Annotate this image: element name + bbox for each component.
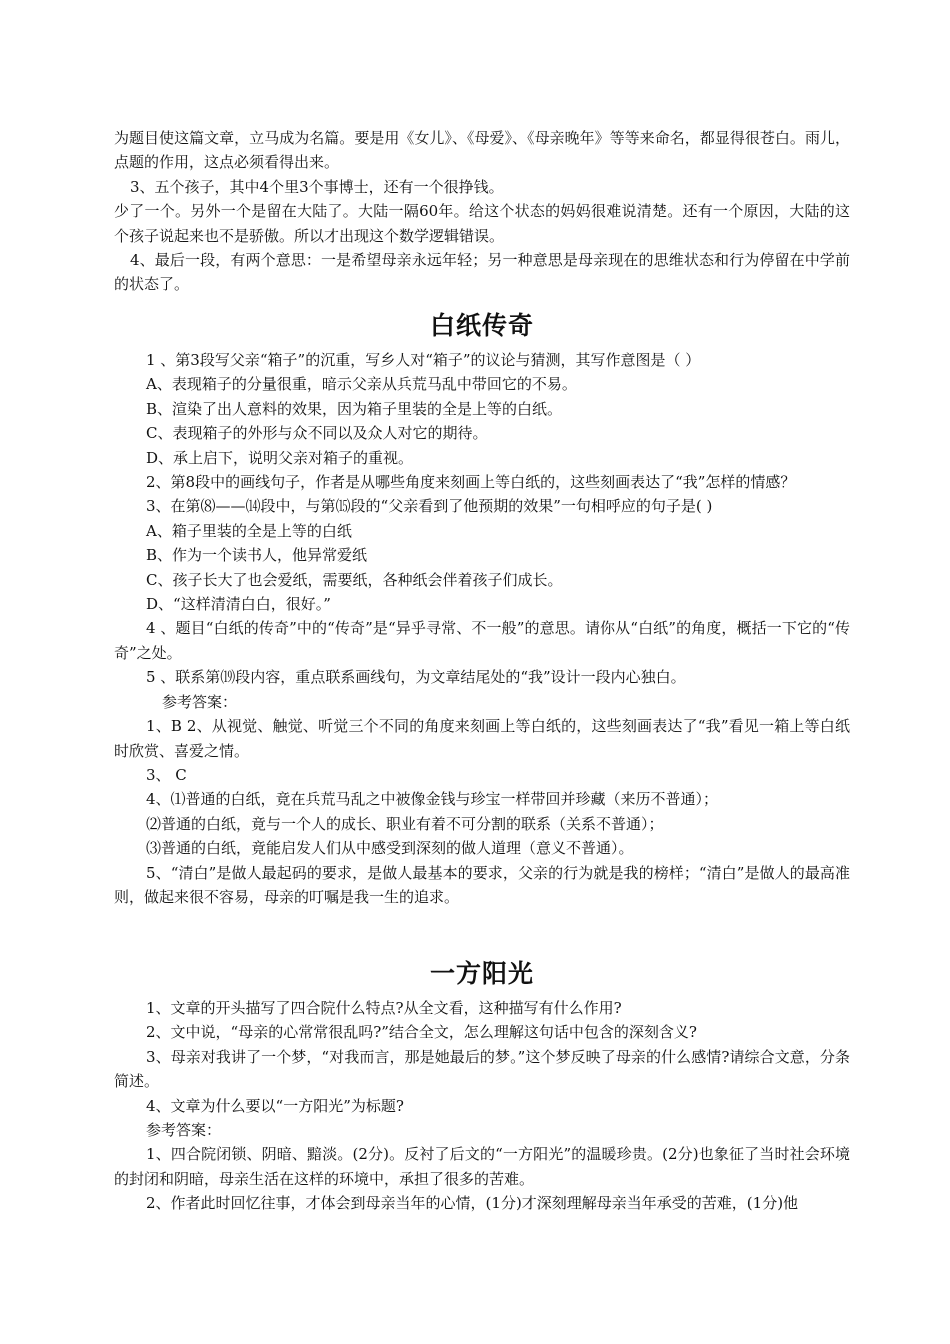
option-a: A、表现箱子的分量很重，暗示父亲从兵荒马乱中带回它的不易。 xyxy=(146,375,577,394)
question-2: 2、文中说，“母亲的心常常很乱吗?”结合全文，怎么理解这句话中包含的深刻含义? xyxy=(146,1023,697,1042)
section-yifang xyxy=(114,954,850,990)
option-c: C、孩子长大了也会爱纸，需要纸，各种纸会伴着孩子们成长。 xyxy=(146,570,563,589)
option-d: D、“这样清清白白，很好。” xyxy=(146,595,331,614)
answer-4-part-2: ⑵普通的白纸，竟与一个人的成长、职业有着不可分割的联系（关系不普通）； xyxy=(146,814,664,833)
answer-5: 5、“清白”是做人最起码的要求，是做人最基本的要求，父亲的行为就是我的榜样；“清白”是做人的最高准则，做起来很不容易，母亲的叮嘱是我一生的追求。 xyxy=(114,863,850,906)
answer-4-part-1: 4、⑴普通的白纸，竟在兵荒马乱之中被像金钱与珍宝一样带回并珍藏（来历不普通）； xyxy=(146,790,719,809)
answer-1: 1、四合院闭锁、阴暗、黯淡。(2分)。反衬了后文的“一方阳光”的温暖珍贵。(2分)也象征了当时社会环境的封闭和阴暗，母亲生活在这样的环境中，承担了很多的苦难。 xyxy=(114,1145,850,1188)
intro-paragraph-2: 3、五个孩子，其中4个里3个事博士，还有一个很挣钱。 xyxy=(130,177,504,196)
option-b: B、渲染了出人意料的效果，因为箱子里装的全是上等的白纸。 xyxy=(146,399,563,418)
answer-3: 3、 C xyxy=(146,765,187,784)
reference-answers-label: 参考答案： xyxy=(162,692,238,711)
section-title: 白纸传奇 xyxy=(429,311,534,340)
question-1: 1、文章的开头描写了四合院什么特点?从全文看，这种描写有什么作用? xyxy=(146,999,622,1017)
question-4: 4、文章为什么要以“一方阳光”为标题? xyxy=(146,1096,404,1115)
answer-2: 2、作者此时回忆往事，才体会到母亲当年的心情，(1分)才深刻理解母亲当年承受的苦难，(1分)他 xyxy=(146,1194,799,1213)
option-d: D、承上启下，说明父亲对箱子的重视。 xyxy=(146,448,414,467)
section-yifang-body xyxy=(114,996,850,1216)
option-a: A、箱子里装的全是上等的白纸 xyxy=(146,521,352,540)
intro-block xyxy=(114,126,850,297)
option-c: C、表现箱子的外形与众不同以及众人对它的期待。 xyxy=(146,424,488,443)
question-1: 1 、第3段写父亲“箱子”的沉重，写乡人对“箱子”的议论与猜测，其写作意图是（ ） xyxy=(146,351,701,369)
reference-answers-label: 参考答案： xyxy=(146,1121,222,1140)
section-title: 一方阳光 xyxy=(429,959,534,988)
answer-4-part-3: ⑶普通的白纸，竟能启发人们从中感受到深刻的做人道理（意义不普通）。 xyxy=(146,839,634,858)
question-5: 5 、联系第⒆段内容，重点联系画线句，为文章结尾处的“我”设计一段内心独白。 xyxy=(146,668,686,687)
option-b: B、作为一个读书人，他异常爱纸 xyxy=(146,546,368,565)
section-baizhi xyxy=(114,306,850,342)
intro-paragraph-4: 4、最后一段，有两个意思：一是希望母亲永远年轻；另一种意思是母亲现在的思维状态和行为停留在中学前的状态了。 xyxy=(114,251,850,294)
question-4: 4 、题目“白纸的传奇”中的“传奇”是“异乎寻常、不一般”的意思。请你从“白纸”的角度，概括一下它的“传奇”之处。 xyxy=(114,619,850,662)
intro-paragraph-1: 为题目使这篇文章，立马成为名篇。要是用《女儿》、《母爱》、《母亲晚年》等等来命名，都显得很苍白。雨儿，点题的作用，这点必须看得出来。 xyxy=(114,129,850,172)
question-2: 2、第8段中的画线句子，作者是从哪些角度来刻画上等白纸的，这些刻画表达了“我”怎样的情感？ xyxy=(146,473,796,492)
question-3: 3、在第⑻——⒁段中，与第⒂段的“父亲看到了他预期的效果”一句相呼应的句子是( ) xyxy=(146,497,713,516)
answer-1-2: 1、B 2、从视觉、触觉、听觉三个不同的角度来刻画上等白纸的，这些刻画表达了“我”看见一箱上等白纸时欣赏、喜爱之情。 xyxy=(114,717,850,760)
question-3: 3、母亲对我讲了一个梦，“对我而言，那是她最后的梦。”这个梦反映了母亲的什么感情?请综合文意，分条简述。 xyxy=(114,1047,850,1091)
section-baizhi-body xyxy=(114,348,850,909)
intro-paragraph-3: 少了一个。另外一个是留在大陆了。大陆一隔60年。给这个状态的妈妈很难说清楚。还有一个原因，大陆的这个孩子说起来也不是骄傲。所以才出现这个数学逻辑错误。 xyxy=(114,202,850,245)
